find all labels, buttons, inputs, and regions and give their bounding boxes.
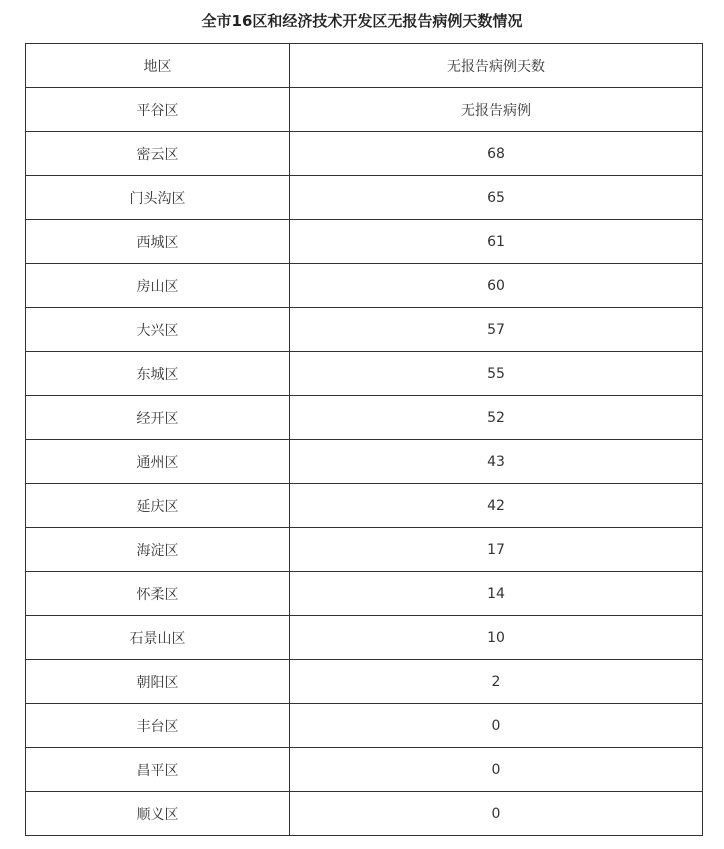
table-row [26,88,703,132]
no-case-days-cell: 0 [290,704,703,748]
header-region: 地区 [26,44,290,88]
region-cell: 东城区 [26,352,290,396]
no-case-days-table [25,43,703,836]
region-cell: 石景山区 [26,616,290,660]
no-case-days-cell: 0 [290,748,703,792]
region-cell: 西城区 [26,220,290,264]
region-cell: 密云区 [26,132,290,176]
no-case-days-cell: 52 [290,396,703,440]
table-row [26,352,703,396]
region-cell: 顺义区 [26,792,290,836]
no-case-days-cell: 42 [290,484,703,528]
region-cell: 通州区 [26,440,290,484]
no-case-days-cell: 10 [290,616,703,660]
no-case-days-cell: 60 [290,264,703,308]
table-row [26,660,703,704]
table-row [26,704,703,748]
region-cell: 怀柔区 [26,572,290,616]
no-case-days-cell: 61 [290,220,703,264]
no-case-days-cell: 68 [290,132,703,176]
table-row [26,440,703,484]
region-cell: 大兴区 [26,308,290,352]
table-row [26,396,703,440]
no-case-days-cell: 无报告病例 [290,88,703,132]
table-header-row [26,44,703,88]
table-body [26,44,703,836]
table-row [26,264,703,308]
table-row [26,572,703,616]
region-cell: 平谷区 [26,88,290,132]
table-row [26,220,703,264]
table-row [26,308,703,352]
table-row [26,484,703,528]
table-row [26,132,703,176]
region-cell: 房山区 [26,264,290,308]
header-no-case-days: 无报告病例天数 [290,44,703,88]
no-case-days-cell: 55 [290,352,703,396]
region-cell: 经开区 [26,396,290,440]
table-row [26,792,703,836]
region-cell: 朝阳区 [26,660,290,704]
region-cell: 延庆区 [26,484,290,528]
region-cell: 丰台区 [26,704,290,748]
table-row [26,528,703,572]
table-row [26,616,703,660]
no-case-days-cell: 43 [290,440,703,484]
table-row [26,176,703,220]
no-case-days-cell: 2 [290,660,703,704]
no-case-days-cell: 0 [290,792,703,836]
table-row [26,748,703,792]
region-cell: 门头沟区 [26,176,290,220]
region-cell: 海淀区 [26,528,290,572]
region-cell: 昌平区 [26,748,290,792]
no-case-days-cell: 17 [290,528,703,572]
page-title: 全市16区和经济技术开发区无报告病例天数情况 [201,12,523,30]
no-case-days-cell: 57 [290,308,703,352]
no-case-days-cell: 14 [290,572,703,616]
no-case-days-cell: 65 [290,176,703,220]
